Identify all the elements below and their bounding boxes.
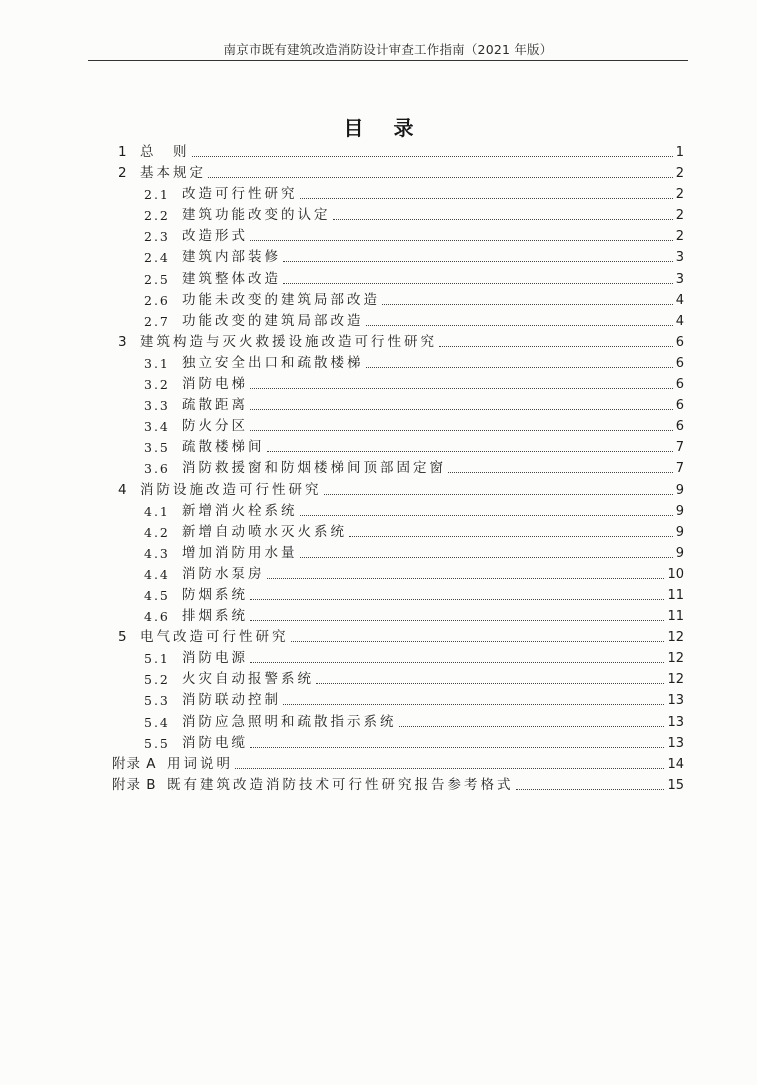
toc-entry-label: 建筑功能改变的认定 xyxy=(182,207,331,224)
toc-entry-number: 2.6 xyxy=(144,292,170,308)
toc-entry-page: 9 xyxy=(675,524,684,540)
toc-dot-leader xyxy=(516,789,665,790)
toc-dot-leader xyxy=(192,156,673,157)
toc-entry-page: 6 xyxy=(675,334,684,350)
toc-entry-page: 11 xyxy=(667,609,684,625)
toc-entry[interactable] xyxy=(112,501,684,522)
toc-entry-number: 2.7 xyxy=(144,313,170,329)
toc-entry[interactable] xyxy=(112,290,684,311)
toc-dot-leader xyxy=(439,346,673,347)
toc-entry-number: 2.2 xyxy=(144,208,170,224)
toc-entry-number: 4.1 xyxy=(144,503,170,519)
toc-dot-leader xyxy=(250,620,664,621)
toc-dot-leader xyxy=(300,557,673,558)
toc-entry[interactable] xyxy=(112,395,684,416)
toc-entry[interactable] xyxy=(112,690,684,711)
toc-title: 目录 xyxy=(343,116,444,140)
toc-entry-number: 2 xyxy=(118,165,129,182)
toc-entry-label: 新增自动喷水灭火系统 xyxy=(182,523,347,540)
toc-entry-number: 4.6 xyxy=(144,609,170,625)
toc-entry-label: 消防设施改造可行性研究 xyxy=(140,481,322,498)
toc-entry-label: 消防救援窗和防烟楼梯间顶部固定窗 xyxy=(182,460,446,477)
toc-entry-number: 附录 A xyxy=(112,755,157,772)
toc-dot-leader xyxy=(399,726,665,727)
toc-entry-page: 9 xyxy=(675,545,684,561)
toc-dot-leader xyxy=(333,219,673,220)
toc-entry-page: 6 xyxy=(675,355,684,371)
toc-entry[interactable] xyxy=(112,754,684,775)
toc-entry-number: 附录 B xyxy=(112,776,157,793)
toc-entry-label: 消防电源 xyxy=(182,650,248,667)
toc-entry[interactable] xyxy=(112,353,684,374)
toc-entry-page: 1 xyxy=(675,145,684,160)
toc-entry-number: 3.6 xyxy=(144,461,170,477)
toc-entry-number: 1 xyxy=(118,144,129,160)
toc-entry-page: 2 xyxy=(675,166,684,182)
toc-entry-number: 5.2 xyxy=(144,672,170,688)
toc-entry[interactable] xyxy=(112,437,684,458)
toc-entry-page: 10 xyxy=(667,566,684,582)
toc-entry[interactable] xyxy=(112,311,684,332)
toc-entry-label: 用词说明 xyxy=(167,755,233,772)
toc-entry-label: 电气改造可行性研究 xyxy=(140,629,289,646)
toc-dot-leader xyxy=(250,662,664,663)
toc-entry[interactable] xyxy=(112,458,684,479)
toc-entry[interactable] xyxy=(112,163,684,184)
toc-entry-number: 3.4 xyxy=(144,419,170,435)
toc-entry-label: 消防电缆 xyxy=(182,734,248,751)
toc-entry-number: 5.5 xyxy=(144,735,170,751)
toc-entry[interactable] xyxy=(112,648,684,669)
toc-entry[interactable] xyxy=(112,712,684,733)
toc-entry-page: 3 xyxy=(675,250,684,266)
toc-entry-label: 增加消防用水量 xyxy=(182,544,298,561)
toc-entry-label: 防火分区 xyxy=(182,418,248,435)
toc-entry-number: 3.2 xyxy=(144,377,170,393)
toc-dot-leader xyxy=(300,198,673,199)
running-header: 南京市既有建筑改造消防设计审查工作指南（2021 年版） xyxy=(223,42,553,57)
toc-dot-leader xyxy=(283,261,673,262)
toc-entry-number: 3.1 xyxy=(144,355,170,371)
toc-entry-page: 15 xyxy=(667,777,684,793)
toc-entry-label: 消防应急照明和疏散指示系统 xyxy=(182,713,397,730)
toc-dot-leader xyxy=(291,641,665,642)
toc-entry[interactable] xyxy=(112,543,684,564)
toc-dot-leader xyxy=(235,768,664,769)
toc-entry[interactable] xyxy=(112,247,684,268)
toc-entry[interactable] xyxy=(112,416,684,437)
toc-entry-label: 建筑构造与灭火救援设施改造可行性研究 xyxy=(140,333,437,350)
toc-entry[interactable] xyxy=(112,184,684,205)
toc-entry-number: 4.2 xyxy=(144,524,170,540)
toc-dot-leader xyxy=(300,515,673,516)
toc-entry-number: 3.5 xyxy=(144,440,170,456)
toc-dot-leader xyxy=(366,325,673,326)
toc-entry[interactable] xyxy=(112,564,684,585)
toc-entry-label: 改造形式 xyxy=(182,228,248,245)
toc-entry-label: 建筑内部装修 xyxy=(182,249,281,266)
toc-dot-leader xyxy=(267,451,673,452)
toc-entry-page: 7 xyxy=(675,440,684,456)
toc-entry-page: 4 xyxy=(675,292,684,308)
toc-entry-label: 功能改变的建筑局部改造 xyxy=(182,312,364,329)
toc-entry-number: 4.3 xyxy=(144,545,170,561)
toc-entry[interactable] xyxy=(112,606,684,627)
toc-entry-label: 消防水泵房 xyxy=(182,565,265,582)
table-of-contents xyxy=(112,142,684,796)
toc-dot-leader xyxy=(250,240,673,241)
toc-entry-label: 基本规定 xyxy=(140,165,206,182)
toc-entry[interactable] xyxy=(112,775,684,796)
toc-entry-page: 13 xyxy=(667,735,684,751)
toc-entry-label: 建筑整体改造 xyxy=(182,270,281,287)
toc-entry-label: 功能未改变的建筑局部改造 xyxy=(182,291,380,308)
toc-dot-leader xyxy=(208,177,673,178)
toc-dot-leader xyxy=(283,283,673,284)
toc-entry-number: 4.4 xyxy=(144,566,170,582)
toc-dot-leader xyxy=(250,388,673,389)
toc-entry-page: 13 xyxy=(667,693,684,709)
toc-entry-number: 2.4 xyxy=(144,250,170,266)
toc-dot-leader xyxy=(250,747,664,748)
toc-entry-number: 2.1 xyxy=(144,187,170,203)
toc-dot-leader xyxy=(283,704,664,705)
toc-entry[interactable] xyxy=(112,142,684,163)
toc-entry-number: 4.5 xyxy=(144,587,170,603)
toc-entry[interactable] xyxy=(112,522,684,543)
toc-entry-page: 9 xyxy=(675,503,684,519)
toc-dot-leader xyxy=(366,367,673,368)
toc-entry-label: 消防联动控制 xyxy=(182,692,281,709)
toc-entry-page: 2 xyxy=(675,208,684,224)
toc-entry[interactable] xyxy=(112,627,684,648)
toc-entry-number: 3 xyxy=(118,333,129,350)
toc-entry-label: 疏散距离 xyxy=(182,397,248,414)
toc-entry-number: 5 xyxy=(118,629,129,646)
toc-entry-label: 总 则 xyxy=(140,144,190,160)
toc-entry-number: 3.3 xyxy=(144,398,170,414)
toc-entry[interactable] xyxy=(112,480,684,501)
toc-entry[interactable] xyxy=(112,374,684,395)
toc-dot-leader xyxy=(316,683,664,684)
toc-entry-page: 6 xyxy=(675,398,684,414)
toc-entry[interactable] xyxy=(112,585,684,606)
toc-entry-page: 11 xyxy=(667,587,684,603)
toc-entry-page: 9 xyxy=(675,482,684,498)
toc-entry-label: 排烟系统 xyxy=(182,608,248,625)
toc-entry-label: 防烟系统 xyxy=(182,586,248,603)
toc-dot-leader xyxy=(267,578,665,579)
toc-dot-leader xyxy=(448,472,673,473)
toc-entry-page: 2 xyxy=(675,187,684,203)
toc-entry-number: 5.1 xyxy=(144,651,170,667)
toc-entry-page: 7 xyxy=(675,461,684,477)
toc-entry[interactable] xyxy=(112,269,684,290)
toc-entry[interactable] xyxy=(112,332,684,353)
toc-dot-leader xyxy=(250,430,673,431)
toc-entry-page: 6 xyxy=(675,419,684,435)
toc-entry[interactable] xyxy=(112,205,684,226)
toc-entry-label: 既有建筑改造消防技术可行性研究报告参考格式 xyxy=(167,776,514,793)
toc-entry-page: 12 xyxy=(667,672,684,688)
toc-entry-page: 6 xyxy=(675,377,684,393)
toc-entry-label: 消防电梯 xyxy=(182,376,248,393)
toc-entry[interactable] xyxy=(112,226,684,247)
toc-entry-number: 5.4 xyxy=(144,714,170,730)
toc-entry-number: 2.5 xyxy=(144,271,170,287)
toc-entry-number: 4 xyxy=(118,481,129,498)
toc-dot-leader xyxy=(324,494,673,495)
toc-entry-label: 独立安全出口和疏散楼梯 xyxy=(182,354,364,371)
toc-entry-page: 4 xyxy=(675,313,684,329)
toc-entry-page: 3 xyxy=(675,271,684,287)
toc-entry-label: 改造可行性研究 xyxy=(182,186,298,203)
toc-entry-page: 12 xyxy=(667,651,684,667)
toc-entry-page: 2 xyxy=(675,229,684,245)
toc-entry[interactable] xyxy=(112,733,684,754)
toc-entry-label: 新增消火栓系统 xyxy=(182,502,298,519)
toc-dot-leader xyxy=(250,409,673,410)
toc-dot-leader xyxy=(250,599,664,600)
toc-entry-page: 13 xyxy=(667,714,684,730)
toc-entry-label: 火灾自动报警系统 xyxy=(182,671,314,688)
toc-dot-leader xyxy=(349,536,673,537)
toc-entry-number: 5.3 xyxy=(144,693,170,709)
toc-entry-label: 疏散楼梯间 xyxy=(182,439,265,456)
toc-entry[interactable] xyxy=(112,669,684,690)
toc-entry-page: 14 xyxy=(667,756,684,772)
toc-entry-page: 12 xyxy=(667,630,684,646)
toc-entry-number: 2.3 xyxy=(144,229,170,245)
toc-dot-leader xyxy=(382,304,673,305)
header-rule xyxy=(88,60,688,61)
